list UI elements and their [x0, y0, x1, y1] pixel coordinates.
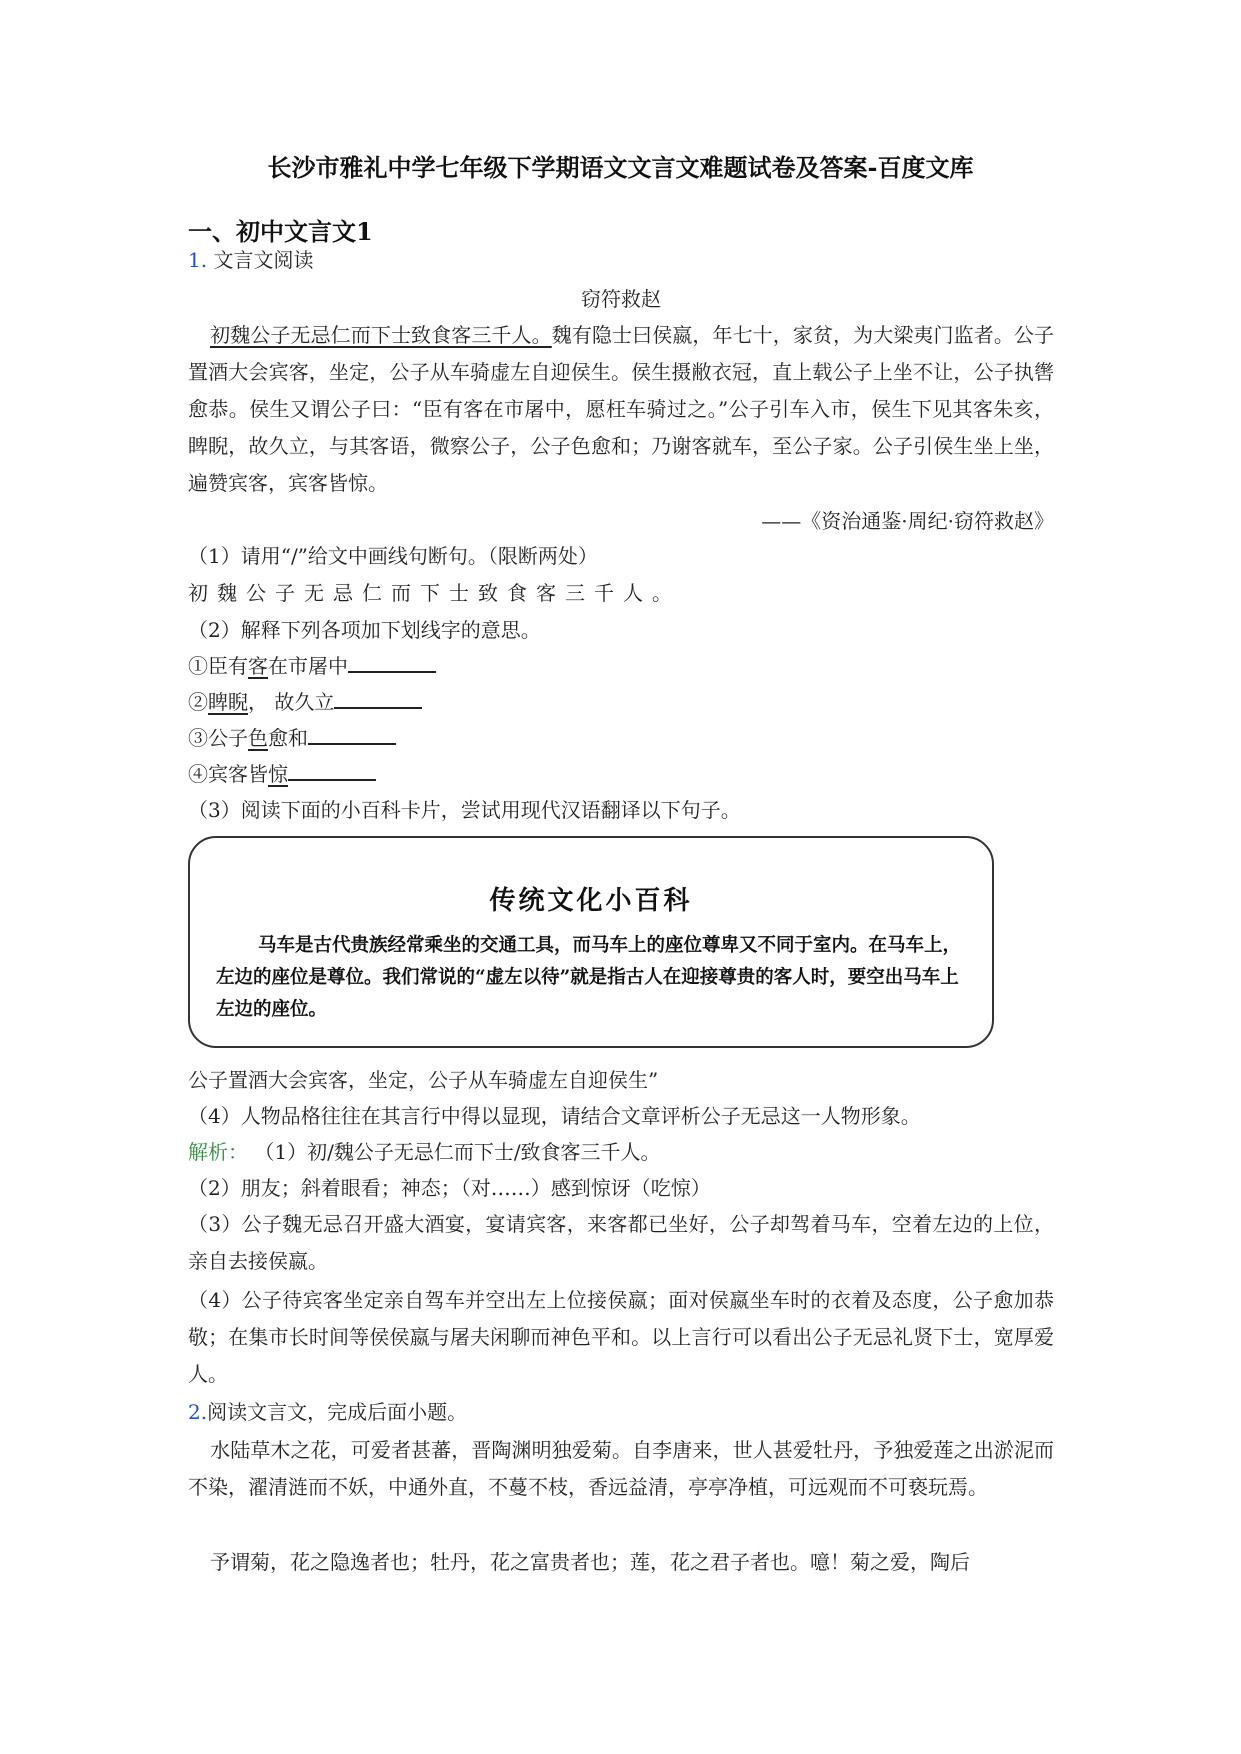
analysis-answer-2: （2）朋友；斜着眼看；神态；（对……）感到惊讶（吃惊）	[188, 1176, 711, 1200]
passage-source: ——《资治通鉴·周纪·窃符救赵》	[761, 509, 1054, 533]
question-label: 阅读文言文，完成后面小题。	[207, 1400, 468, 1424]
question-1-header: 1. 文言文阅读	[188, 248, 314, 272]
subquestion-2-prompt: （2）解释下列各项加下划线字的意思。	[188, 618, 541, 642]
subquestion-3-sentence: 公子置酒大会宾客，坐定，公子从车骑虚左自迎侯生”	[188, 1068, 659, 1092]
section-heading: 一、初中文言文1	[188, 217, 373, 246]
passage-title: 窃符救赵	[581, 287, 661, 311]
analysis-label: 解析：	[188, 1140, 248, 1164]
encyclopedia-card	[188, 836, 994, 1048]
list-item: ②睥睨， 故久立	[188, 684, 422, 720]
subquestion-3-prompt: （3）阅读下面的小百科卡片，尝试用现代汉语翻译以下句子。	[188, 798, 741, 822]
subquestion-4-prompt: （4）人物品格往往在其言行中得以显现，请结合文章评析公子无忌这一人物形象。	[188, 1104, 921, 1128]
list-item: ④宾客皆惊	[188, 756, 376, 792]
question-number: 2	[188, 1400, 201, 1424]
q2-passage-paragraph-2: 予谓菊，花之隐逸者也；牡丹，花之富贵者也；莲，花之君子者也。噫！菊之爱，陶后	[210, 1550, 970, 1574]
answer-blank[interactable]	[348, 653, 436, 673]
subquestion-1-text: 初魏公子无忌仁而下士致食客三千人。	[188, 581, 681, 605]
card-text: 马车是古代贵族经常乘坐的交通工具，而马车上的座位尊卑又不同于室内。在马车上，左边的座位是尊位。我们常说的“虚左以待”就是指古人在迎接尊贵的客人时，要空出马车上左边的座位。	[216, 935, 962, 1020]
document-title: 长沙市雅礼中学七年级下学期语文文言文难题试卷及答案-百度文库	[267, 153, 974, 182]
answer-blank[interactable]	[288, 761, 376, 781]
subquestion-1-prompt: （1）请用“/”给文中画线句断句。（限断两处）	[188, 544, 598, 568]
passage-rest: 魏有隐士曰侯嬴，年七十，家贫，为大梁夷门监者。公子置酒大会宾客，坐定，公子从车骑虚左自迎侯生。侯生摄敝衣冠，直上载公子上坐不让，公子执辔愈恭。侯生又谓公子曰：“臣有客在市屠中，愿枉车骑过之。”公子引车入市，侯生下见其客朱亥，睥睨，故久立，与其客语，微察公子，公子色愈和；乃谢客就车，至公子家。公子引侯生坐上坐，遍赞宾客，宾客皆惊。	[188, 323, 1055, 495]
answer-blank[interactable]	[308, 725, 396, 745]
question-2-header: 2.阅读文言文，完成后面小题。	[188, 1400, 468, 1424]
answer-blank[interactable]	[334, 689, 422, 709]
question-number: 1	[188, 248, 201, 272]
analysis-answer-3: （3）公子魏无忌召开盛大酒宴，宴请宾客，来客都已坐好，公子却驾着马车，空着左边的上位，亲自去接侯嬴。	[188, 1212, 1054, 1273]
underlined-sentence: 初魏公子无忌仁而下士致食客三千人。	[210, 323, 552, 347]
q2-passage-paragraph-1: 水陆草木之花，可爱者甚蕃，晋陶渊明独爱菊。自李唐来，世人甚爱牡丹，予独爱莲之出淤泥而不染，濯清涟而不妖，中通外直，不蔓不枝，香远益清，亭亭净植，可远观而不可亵玩焉。	[188, 1438, 1054, 1499]
passage-text	[188, 317, 1054, 502]
list-item: ①臣有客在市屠中	[188, 648, 436, 684]
question-label: 文言文阅读	[213, 248, 314, 272]
list-item: ③公子色愈和	[188, 720, 396, 756]
analysis-answer-4: （4）公子待宾客坐定亲自驾车并空出左上位接侯嬴；面对侯嬴坐车时的衣着及态度，公子愈加恭敬；在集市长时间等侯侯嬴与屠夫闲聊而神色平和。以上言行可以看出公子无忌礼贤下士，宽厚爱人。	[188, 1288, 1054, 1386]
card-title: 传统文化小百科	[489, 886, 693, 916]
analysis-answer-1: 解析： （1）初/魏公子无忌仁而下士/致食客三千人。	[188, 1140, 661, 1164]
